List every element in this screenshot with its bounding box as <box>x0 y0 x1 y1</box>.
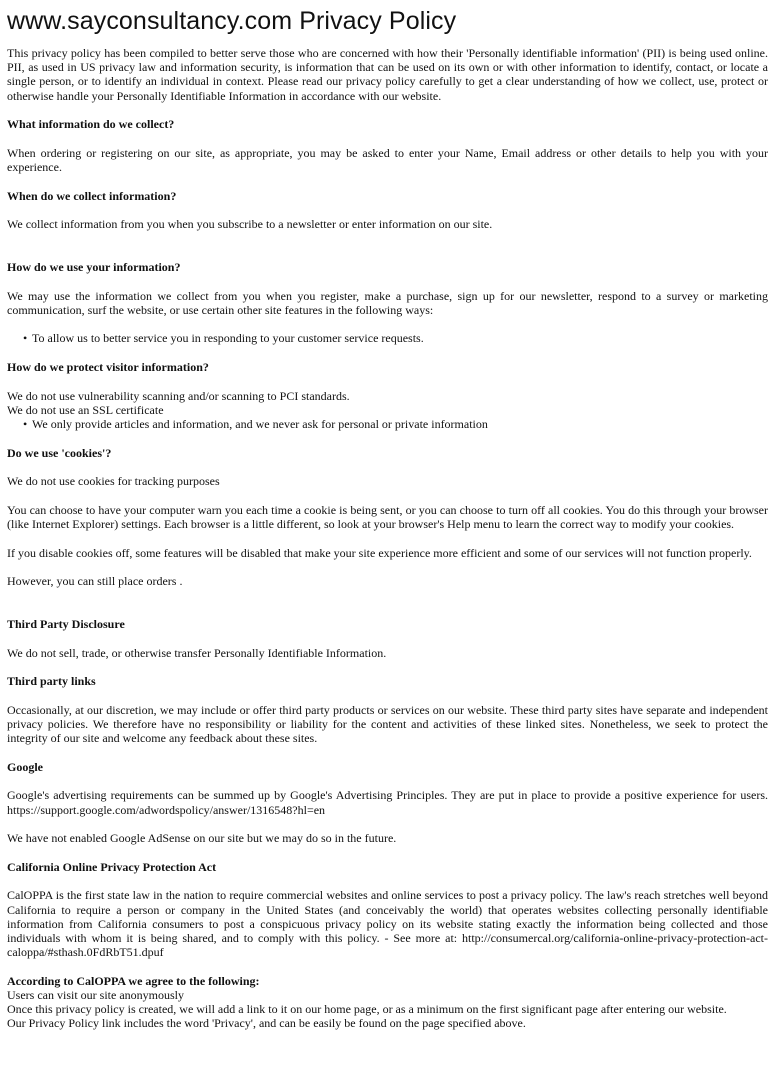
section-heading-use: How do we use your information? <box>7 259 181 274</box>
section-heading-protect: How do we protect visitor information? <box>7 359 209 374</box>
section-body-disclosure: We do not sell, trade, or otherwise transfer Personally Identifiable Information. <box>7 645 387 660</box>
agree-line-2: Once this privacy policy is created, we will add a link to it on our home page, or as a minimum on the first significant page after entering our website. <box>7 1002 727 1017</box>
section-heading-when: When do we collect information? <box>7 188 177 203</box>
cookies-paragraph-1: We do not use cookies for tracking purposes <box>7 474 220 489</box>
cookies-paragraph-4: However, you can still place orders . <box>7 574 183 589</box>
intro-paragraph: This privacy policy has been compiled to better serve those who are concerned with how their 'Personally identifiable information' (PII) is being used online. PII, as used in US privacy law and information security, is information that can be used on its own or with other information to identify, contact, or locate a single person, or to identify an individual in context. Please read our privacy policy carefully to get a clear understanding of how we collect, use, protect or otherwise handle your Personally Identifiable Information in accordance with our website. <box>7 46 768 103</box>
section-body-third-party-links: Occasionally, at our discretion, we may include or offer third party products or services on our website. These third party sites have separate and independent privacy policies. We therefore have no responsibility or liability for the content and activities of these linked sites. Nonetheless, we seek to protect the integrity of our site and welcome any feedback about these sites. <box>7 702 768 746</box>
section-heading-third-party-links: Third party links <box>7 674 96 689</box>
section-body-collect: When ordering or registering on our site, as appropriate, you may be asked to enter your Name, Email address or other details to help you with your experience. <box>7 145 768 174</box>
bullet-icon: • <box>23 416 28 431</box>
agree-line-3: Our Privacy Policy link includes the word 'Privacy', and can be easily be found on the page specified above. <box>7 1016 526 1031</box>
list-item <box>7 417 768 431</box>
section-heading-cookies: Do we use 'cookies'? <box>7 445 112 460</box>
section-body-caloppa: CalOPPA is the first state law in the nation to require commercial websites and online services to post a privacy policy. The law's reach stretches well beyond California to require a person or company in the United States (and conceivably the world) that operates websites collecting personally identifiable information from California consumers to post a conspicuous privacy policy on its website stating exactly the information being collected and those individuals with whom it is being shared, and to comply with this policy. - See more at: http://consumercal.org/california-online-privacy-protection-act-caloppa/#sthash.0FdRbT51.dpuf <box>7 888 768 960</box>
google-paragraph-1: Google's advertising requirements can be summed up by Google's Advertising Principles. They are put in place to provide a positive experience for users. https://support.google.com/adwordspolicy/answer/1316548?hl=en <box>7 788 768 817</box>
document-page <box>7 6 768 1031</box>
list-item <box>7 331 768 345</box>
section-heading-agree: According to CalOPPA we agree to the following: <box>7 973 260 988</box>
agree-line-1: Users can visit our site anonymously <box>7 987 184 1002</box>
list-item-text: We only provide articles and information, and we never ask for personal or private information <box>32 416 488 431</box>
section-line-protect-1: We do not use vulnerability scanning and/or scanning to PCI standards. <box>7 388 350 403</box>
section-heading-google: Google <box>7 759 43 774</box>
list-item-text: To allow us to better service you in responding to your customer service requests. <box>32 331 424 346</box>
bullet-icon: • <box>23 331 28 346</box>
section-body-use: We may use the information we collect from you when you register, make a purchase, sign up for our newsletter, respond to a survey or marketing communication, surf the website, or use certain other site features in the following ways: <box>7 288 768 317</box>
cookies-paragraph-3: If you disable cookies off, some features will be disabled that make your site experience more efficient and some of our services will not function properly. <box>7 545 752 560</box>
section-heading-caloppa: California Online Privacy Protection Act <box>7 859 217 874</box>
section-line-protect-2: We do not use an SSL certificate <box>7 402 164 417</box>
section-heading-disclosure: Third Party Disclosure <box>7 616 125 631</box>
section-body-when: We collect information from you when you subscribe to a newsletter or enter information on our site. <box>7 217 493 232</box>
cookies-paragraph-2: You can choose to have your computer warn you each time a cookie is being sent, or you can choose to turn off all cookies. You do this through your browser (like Internet Explorer) settings. Each browser is a little different, so look at your browser's Help menu to learn the correct way to modify your cookies. <box>7 502 768 531</box>
section-heading-collect: What information do we collect? <box>7 117 175 132</box>
google-paragraph-2: We have not enabled Google AdSense on our site but we may do so in the future. <box>7 831 397 846</box>
page-title: www.sayconsultancy.com Privacy Policy <box>7 7 457 35</box>
